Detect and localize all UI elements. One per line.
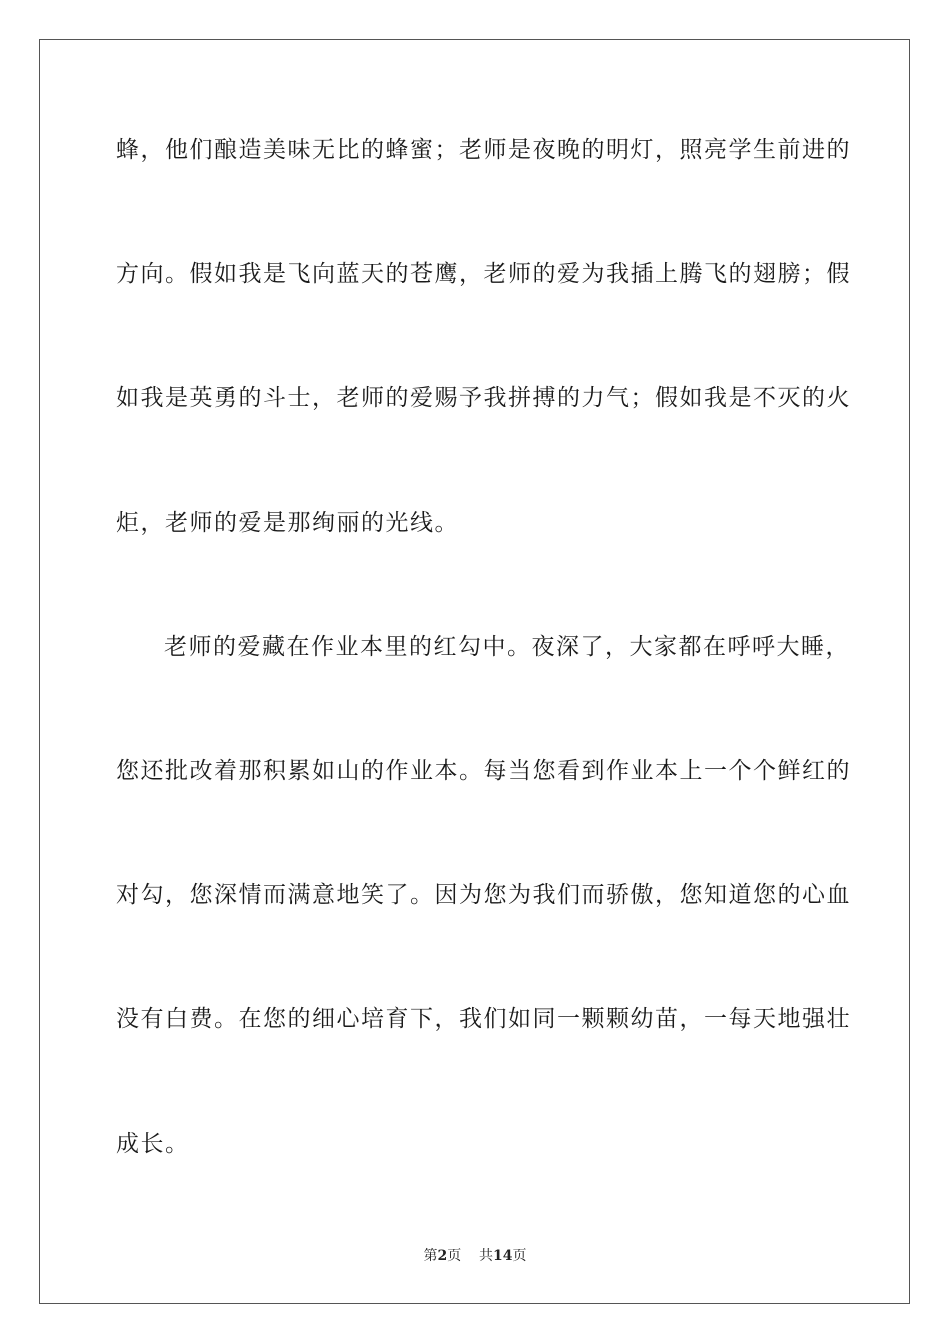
paragraph-start-line: 老师的爱藏在作业本里的红勾中。夜深了，大家都在呼呼大睡，	[164, 634, 850, 660]
text-line-8: 没有白费。在您的细心培育下，我们如同一颗颗幼苗，一每天地强壮	[116, 1006, 851, 1032]
total-pages: 14	[493, 1248, 513, 1264]
text-line-9: 成长。	[116, 1131, 190, 1157]
page-number: 2	[437, 1248, 448, 1264]
page-footer	[0, 1247, 950, 1265]
text-line-3: 如我是英勇的斗士，老师的爱赐予我拼搏的力气；假如我是不灭的火	[116, 385, 851, 411]
total-suffix: 页	[512, 1248, 527, 1264]
text-line-7: 对勾，您深情而满意地笑了。因为您为我们而骄傲，您知道您的心血	[116, 882, 851, 908]
text-line-4: 炬，老师的爱是那绚丽的光线。	[116, 510, 459, 536]
text-line-2: 方向。假如我是飞向蓝天的苍鹰，老师的爱为我插上腾飞的翅膀；假	[116, 261, 851, 287]
text-line-6: 您还批改着那积累如山的作业本。每当您看到作业本上一个个鲜红的	[116, 758, 851, 784]
page-frame	[39, 39, 910, 1304]
text-line-1: 蜂，他们酿造美味无比的蜂蜜；老师是夜晚的明灯，照亮学生前进的	[116, 137, 851, 163]
total-prefix: 共	[479, 1248, 494, 1264]
page-prefix: 第	[423, 1248, 438, 1264]
page-suffix: 页	[447, 1248, 462, 1264]
